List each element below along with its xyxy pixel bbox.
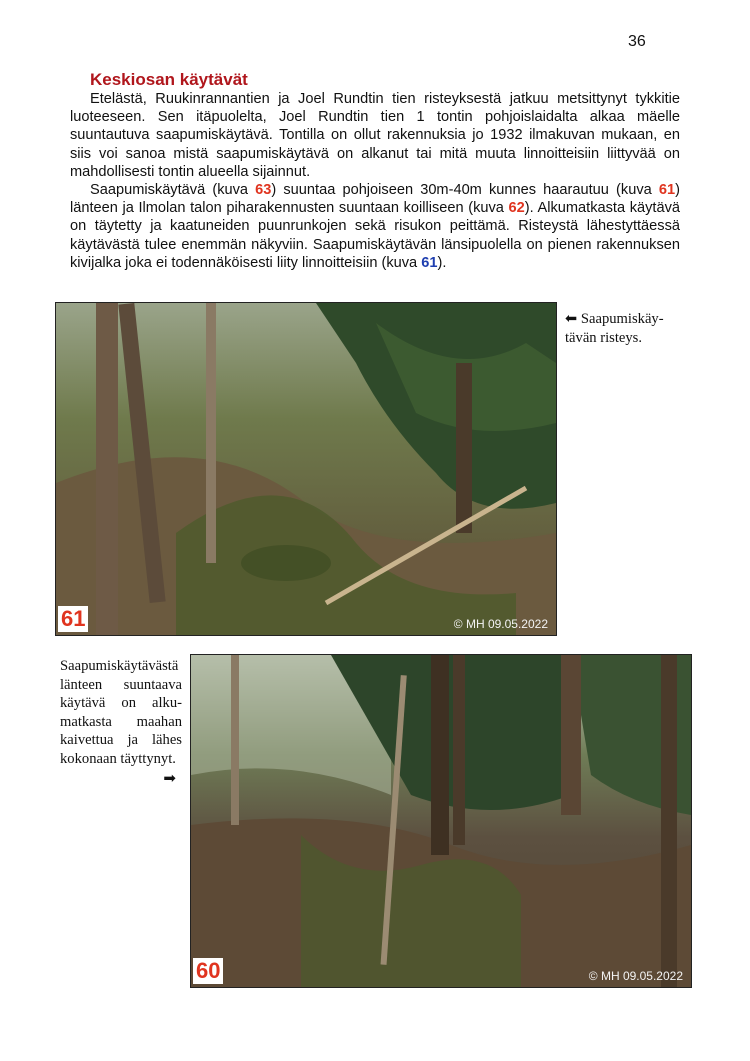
photo-number-61: 61: [58, 606, 88, 632]
section-heading: Keskiosan käytävät: [90, 70, 248, 89]
arrow-right-icon: ➡: [163, 771, 176, 787]
photo-61-forest-trench: [55, 302, 557, 636]
photo-number-60: 60: [193, 958, 223, 984]
figure-ref-62: 62: [508, 200, 525, 217]
figure-ref-61-blue: 61: [421, 254, 438, 271]
paragraph-2-text: ). Alkumatkasta käytävä on täytetty ja kaatuneiden puunrunkojen sekä risukon peittämä. Risteystä lähestyttäessä käytävästä tulee enemmän näkyviin. Saapumiskäytävän länsipuolella on pienen rakennuksen kivijalka joka ei todennäköisesti liity linnoitteisiin (kuva: [70, 200, 680, 271]
page-number: 36: [628, 33, 646, 50]
photo-copyright-60: © MH 09.05.2022: [588, 969, 683, 983]
paragraph-2-text: ).: [437, 254, 447, 271]
paragraph-2-text: Saapumiskäytävä (kuva: [90, 182, 256, 199]
paragraph-1: Etelästä, Ruukinrannantien ja Joel Rundtin tien risteyksestä jatkuu metsittynyt tykkitie luoteeseen. Sen itäpuolelta, Joel Rundtin tien 1 tontin pohjoislaidalta alkaa mäelle suuntautuva saapumiskäytävä. Tontilla on ollut rakennuksia jo 1932 ilmakuvan mukaan, en siis voi sanoa mistä saapumiskäytävä on alkanut tai mitä muuta linnoitteisiin liittyvää on mahdollisesti tontin alueella sijainnut.: [70, 91, 680, 180]
paragraph-2-text: ) länteen ja Ilmolan talon piharakennusten suuntaan koilliseen (kuva: [70, 182, 680, 217]
caption-60-text: Saapumiskäytävästä länteen suuntaava käytävä on alku-matkasta maahan kaivettua ja lähes kokonaan täyttynyt.: [60, 658, 182, 767]
figure-ref-63: 63: [255, 182, 272, 199]
figure-ref-61: 61: [658, 182, 676, 199]
photo-copyright-61: © MH 09.05.2022: [453, 617, 548, 631]
caption-61-text: Saapumiskäy-tävän risteys.: [565, 311, 664, 346]
photo-60-forest-trench: [190, 654, 692, 988]
photo-61-image: [56, 303, 556, 635]
arrow-left-icon: ⬅: [565, 311, 578, 327]
section-keskiosan-kaytavat: [70, 70, 680, 272]
paragraph-2: [70, 181, 680, 272]
paragraph-2-text: ) suuntaa pohjoiseen 30m-40m kunnes haarautuu (kuva: [271, 182, 659, 199]
photo-60-image: [191, 655, 691, 987]
caption-photo-61: [565, 310, 685, 347]
caption-photo-60: [60, 657, 182, 789]
